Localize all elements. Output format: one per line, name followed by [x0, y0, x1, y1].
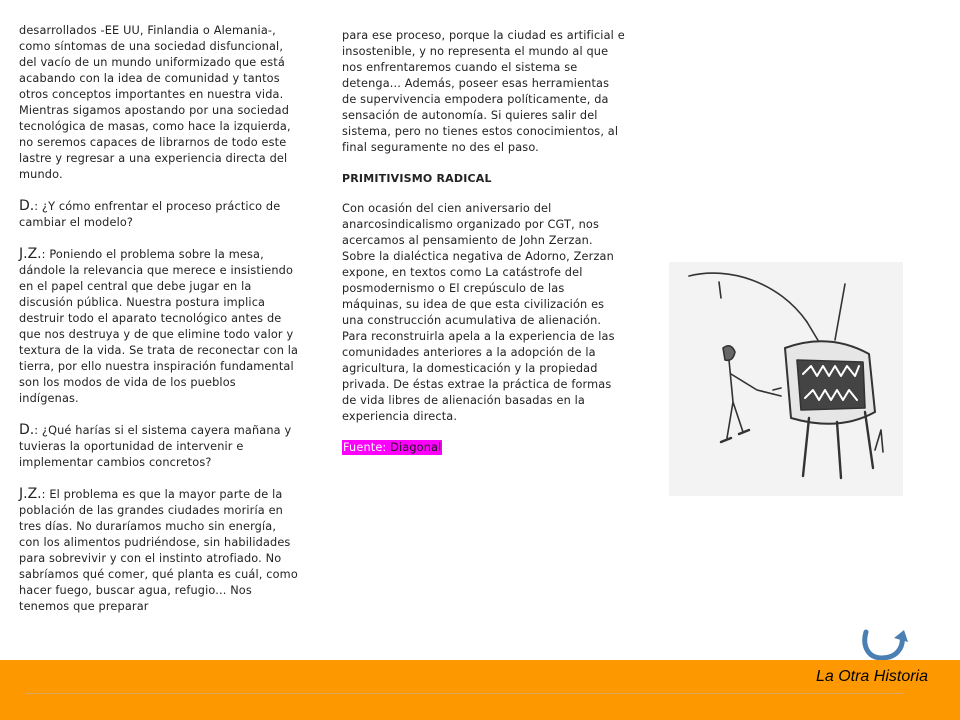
interview-answer	[19, 246, 299, 407]
speaker-label: J.Z.	[19, 486, 42, 502]
question-text: : ¿Y cómo enfrentar el proceso práctico de cambiar el modelo?	[19, 200, 281, 229]
interview-question	[19, 422, 299, 471]
paragraph	[342, 201, 627, 425]
footer-divider	[26, 693, 904, 694]
footer-bar	[0, 660, 960, 720]
tv-screen	[797, 360, 865, 410]
middle-column	[342, 28, 627, 471]
person-head	[723, 346, 735, 361]
source-highlight	[342, 440, 442, 455]
tv-cartoon-illustration	[669, 262, 903, 496]
speaker-label: D.	[19, 422, 35, 438]
paragraph-text: Con ocasión del cien aniversario del anarcosindicalismo organizado por CGT, nos acercamos al pensamiento de John Zerzan. Sobre la dialéctica negativa de Adorno, Zerzan expone, en textos como La catástrofe del posmodernismo o El crepúsculo de las máquinas, su idea de que esta civilización es una construcción acumulativa de alienación. Para reconstruirla apela a la experiencia de las comunidades anteriores a la adopción de la agricultura, la domesticación y la propiedad privada. De éstas extrae la práctica de formas de vida libres de alienación basadas en la experiencia directa.	[342, 202, 615, 423]
section-heading: PRIMITIVISMO RADICAL	[342, 172, 492, 185]
question-text: : ¿Qué harías si el sistema cayera mañana y tuvieras la oportunidad de intervenir e implementar cambios concretos?	[19, 424, 292, 469]
speaker-label: J.Z.	[19, 246, 42, 262]
interview-answer	[19, 486, 299, 615]
interview-question	[19, 198, 299, 231]
paragraph-text: desarrollados -EE UU, Finlandia o Alemania-, como síntomas de una sociedad disfuncional, del vacío de un mundo uniformizado que está acabando con la idea de comunidad y tantos otros conceptos importantes en nuestra vida. Mientras sigamos apostando por una sociedad tecnológica de masas, como hace la izquierda, no seremos capaces de librarnos de todo este lastre y regresar a una experiencia directa del mundo.	[19, 24, 291, 181]
paragraph-text: para ese proceso, porque la ciudad es artificial e insostenible, y no representa el mundo al que nos enfrentaremos cuando el sistema se detenga... Además, poseer esas herramientas de supervivencia empodera políticamente, da sensación de autonomía. Si quieres salir del sistema, pero no tienes estos conocimientos, al final seguramente no des el paso.	[342, 29, 625, 154]
return-arrow-icon[interactable]	[860, 628, 912, 662]
source-label: Fuente:	[343, 441, 387, 454]
paragraph	[342, 28, 627, 156]
source-link[interactable]: Diagonal	[390, 441, 442, 454]
paragraph	[19, 23, 299, 183]
left-column	[19, 23, 299, 630]
speaker-label: D.	[19, 198, 35, 214]
source-line	[342, 440, 627, 456]
footer-title: La Otra Historia	[815, 668, 928, 685]
answer-text: : El problema es que la mayor parte de la población de las grandes ciudades moriría en tres días. No duraríamos mucho sin energía, con los alimentos pudriéndose, sin habilidades para sobrevivir y con el instinto atrofiado. No sabríamos qué comer, qué planta es cuál, como hacer fuego, buscar agua, refugio... Nos tenemos que preparar	[19, 488, 298, 613]
answer-text: : Poniendo el problema sobre la mesa, dándole la relevancia que merece e insistiendo en el papel central que debe jugar en la discusión pública. Nuestra postura implica destruir todo el aparato tecnológico antes de que nos destruya y de que elimine todo valor y textura de la vida. Se trata de reconectar con la tierra, por ello nuestra inspiración fundamental son los modos de vida de los pueblos indígenas.	[19, 248, 299, 405]
